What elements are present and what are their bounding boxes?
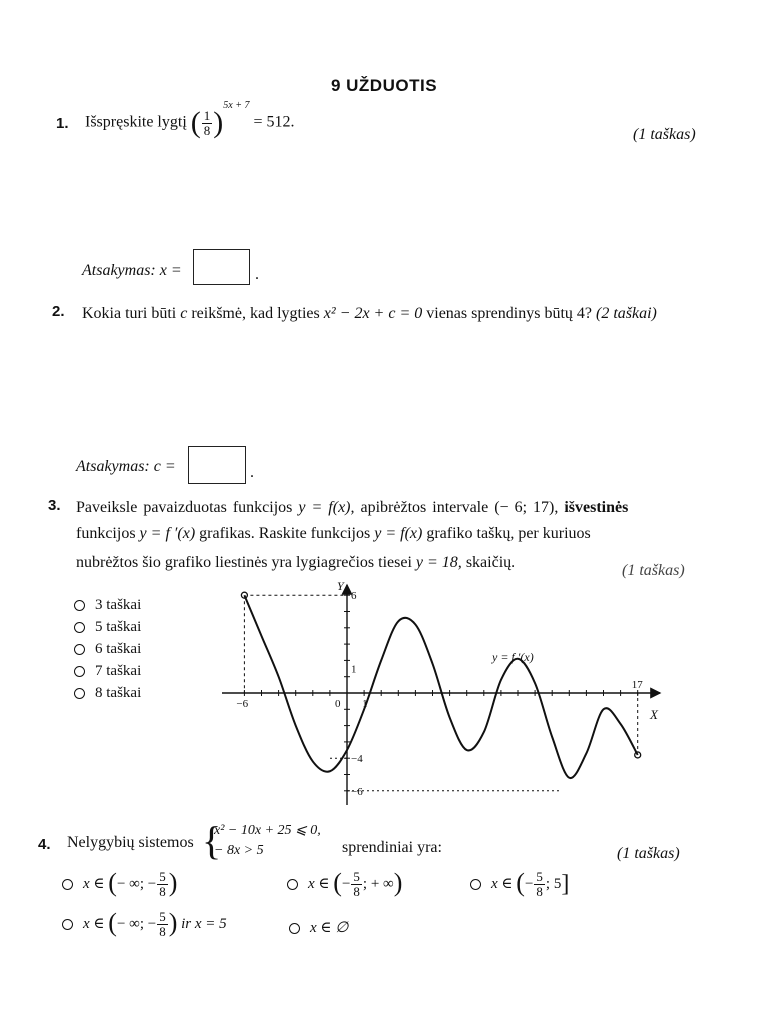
y-tick-label-minus4: −4 [351,753,363,766]
x-tick-label-0: 0 [335,698,341,710]
q4-option-d[interactable] [62,908,227,939]
q3-points: (1 taškas) [622,562,685,579]
q3-option-label: 5 taškai [95,619,142,635]
q3-line1c: išvestinės [564,499,629,516]
q4-points: (1 taškas) [617,845,680,862]
q3-line2a: funkcijos [76,525,136,542]
q1-frac-num: 1 [203,107,211,123]
q4-option-c[interactable] [470,868,569,899]
paren-left: ( [108,868,117,897]
q4-ineq2: − 8x > 5 [214,843,264,858]
q3-f2: y = f ′(x) [139,525,196,542]
y-axis-label: Y [337,579,344,593]
q4-a-range: − ∞; − [116,876,157,892]
q2-text-before: Kokia turi būti [82,305,177,322]
fraction [351,870,362,899]
paren-left: ( [516,868,525,897]
q1-rhs: = 512. [253,113,295,131]
frac-num: 5 [353,869,360,885]
q4-a-prefix: x ∈ [83,876,105,892]
q3-option-label: 6 taškai [95,641,142,657]
page-title: 9 UŽDUOTIS [330,76,438,95]
q3-option-label: 8 taškai [95,685,142,701]
curve-label: y = f ′(x) [492,650,534,664]
q1-answer-label: Atsakymas: x = [82,262,182,279]
chart-axes [222,585,660,805]
frac-den: 8 [353,884,360,900]
derivative-curve [244,595,637,778]
fraction [157,910,168,939]
q3-number: 3. [48,497,61,514]
q3-interval: (− 6; 17), [494,499,559,516]
y-tick-label-6: 6 [351,590,357,603]
paren-right: ) [393,868,403,897]
q3-line2b: grafikas. Raskite funkcijos [199,525,371,542]
frac-den: 8 [536,884,543,900]
fraction [157,870,168,899]
q1-answer-period: . [255,266,259,283]
q4-c-range: − [524,876,534,892]
q2-points: (2 taškai) [596,305,657,322]
paren-left: ( [333,868,342,897]
x-tick-label-minus6: −6 [236,698,249,710]
q3-line3b: skaičių. [465,554,516,571]
radio-circle-icon[interactable] [62,879,73,890]
paren-left: ( [190,106,201,139]
paren-left: ( [108,908,117,937]
frac-num: 5 [536,869,543,885]
frac-num: 5 [159,909,166,925]
radio-circle-icon[interactable] [62,919,73,930]
q2-number: 2. [52,303,65,320]
q2-answer-label: Atsakymas: c = [76,458,176,475]
q2-var-c: c [180,305,188,322]
x-tick-label-1: 1 [362,698,368,710]
q3-f3: y = f(x) [374,525,423,542]
q3-line1a: Paveiksle pavaizduotas funkcijos [76,499,293,516]
frac-den: 8 [159,884,166,900]
q1-text-before: Išspręskite lygtį [85,113,187,131]
chart-labels [236,579,659,798]
x-tick-label-17: 17 [631,679,643,691]
paren-right: ) [168,908,178,937]
q4-c-tail: ; 5 [545,876,562,892]
radio-circle-icon[interactable] [287,879,298,890]
q2-answer-period: . [250,464,254,481]
q2-equation: x² − 2x + c = 0 [323,305,423,322]
x-axis-label: X [650,707,658,722]
q3-line3a: nubrėžtos šio grafiko liestinės yra lygiagrečios tiesei [76,554,412,571]
paren-right: ) [168,868,178,897]
q4-d-prefix: x ∈ [83,916,105,932]
radio-circle-icon[interactable] [470,879,481,890]
q3-f1: y = f(x), [298,499,355,516]
q3-option-label: 7 taškai [95,663,142,679]
q4-text-after: sprendiniai yra: [342,839,442,856]
system-brace: { [202,818,222,863]
q1-frac-den: 8 [203,122,211,138]
radio-circle-icon[interactable] [289,923,300,934]
paren-right: ) [213,106,224,139]
q4-number: 4. [38,836,51,853]
q4-b-tail: ; + ∞ [362,876,394,892]
q4-text-before: Nelygybių sistemos [67,834,194,851]
q4-d-range: − ∞; − [116,916,157,932]
q4-e-text: x ∈ ∅ [310,920,349,936]
q4-b-range: − [341,876,351,892]
q3-line1b: apibrėžtos intervale [360,499,489,516]
fraction [534,870,545,899]
q1-number: 1. [56,115,69,132]
bracket-right: ] [561,871,570,897]
q4-option-e[interactable] [289,918,348,937]
q4-b-prefix: x ∈ [308,876,330,892]
frac-den: 8 [159,924,166,940]
q4-ineq1: x² − 10x + 25 ⩽ 0, [214,823,321,838]
q1-points: (1 taškas) [633,126,696,143]
q4-c-prefix: x ∈ [491,876,513,892]
q2-text-after: vienas sprendinys būtų 4? [426,305,592,322]
q3-line3eq: y = 18, [415,554,462,571]
q3-option-label: 3 taškai [95,597,142,613]
q4-d-tail: ir x = 5 [181,916,227,932]
q1-exponent: 5x + 7 [223,100,250,112]
frac-num: 5 [159,869,166,885]
y-tick-label-1: 1 [351,663,357,676]
q4-option-a[interactable] [62,868,177,899]
q3-line2c: grafiko taškų, per kuriuos [426,525,591,542]
y-tick-label-minus6: −6 [351,785,363,798]
q2-text-mid: reikšmė, kad lygties [191,305,320,322]
q4-option-b[interactable] [287,868,402,899]
